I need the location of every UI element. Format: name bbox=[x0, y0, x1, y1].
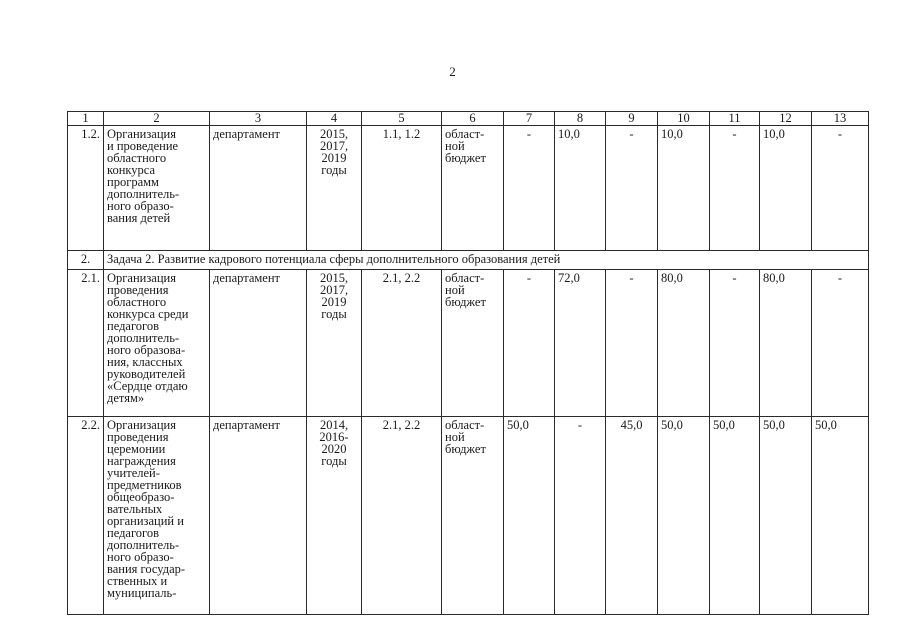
column-header: 2 bbox=[104, 112, 210, 126]
activity-name: Организация и проведение областного конкурса программ дополнитель- ного образо- вания детей bbox=[104, 126, 210, 251]
value-cell: - bbox=[504, 126, 555, 251]
value-cell: 10,0 bbox=[658, 126, 710, 251]
program-activities-table bbox=[67, 111, 869, 615]
section-number: 2. bbox=[68, 251, 104, 270]
column-header: 11 bbox=[710, 112, 760, 126]
value-cell: - bbox=[710, 126, 760, 251]
value-cell: 72,0 bbox=[555, 270, 606, 417]
column-header: 8 bbox=[555, 112, 606, 126]
column-header: 7 bbox=[504, 112, 555, 126]
value-cell: - bbox=[812, 126, 869, 251]
row-number: 2.1. bbox=[68, 270, 104, 417]
value-cell: - bbox=[812, 270, 869, 417]
value-cell: 80,0 bbox=[658, 270, 710, 417]
years: 2014, 2016- 2020 годы bbox=[307, 417, 362, 615]
value-cell: 80,0 bbox=[760, 270, 812, 417]
value-cell: - bbox=[555, 417, 606, 615]
value-cell: 45,0 bbox=[606, 417, 658, 615]
value-cell: 50,0 bbox=[504, 417, 555, 615]
column-header: 3 bbox=[210, 112, 307, 126]
executor: департамент bbox=[210, 126, 307, 251]
column-header: 12 bbox=[760, 112, 812, 126]
column-header: 13 bbox=[812, 112, 869, 126]
column-header: 10 bbox=[658, 112, 710, 126]
activity-name: Организация проведения церемонии награждения учителей- предметников общеобразо- вательных организаций и педагогов дополнитель- ного образо- вания государ- ственных и муниципаль- bbox=[104, 417, 210, 615]
funding-source: област- ной бюджет bbox=[442, 270, 504, 417]
executor: департамент bbox=[210, 270, 307, 417]
value-cell: 10,0 bbox=[760, 126, 812, 251]
indicators: 2.1, 2.2 bbox=[362, 270, 442, 417]
activity-name: Организация проведения областного конкурса среди педагогов дополнитель- ного образова- ния, классных руководителей «Сердце отдаю детям» bbox=[104, 270, 210, 417]
column-header: 1 bbox=[68, 112, 104, 126]
table-row bbox=[68, 270, 869, 417]
value-cell: 10,0 bbox=[555, 126, 606, 251]
column-header: 5 bbox=[362, 112, 442, 126]
value-cell: - bbox=[606, 126, 658, 251]
section-row bbox=[68, 251, 869, 270]
funding-source: област- ной бюджет bbox=[442, 126, 504, 251]
value-cell: - bbox=[606, 270, 658, 417]
column-number-header-row bbox=[68, 112, 869, 126]
table-row bbox=[68, 417, 869, 615]
funding-source: област- ной бюджет bbox=[442, 417, 504, 615]
page-number: 2 bbox=[449, 64, 456, 79]
value-cell: 50,0 bbox=[760, 417, 812, 615]
years: 2015, 2017, 2019 годы bbox=[307, 126, 362, 251]
row-number: 2.2. bbox=[68, 417, 104, 615]
column-header: 9 bbox=[606, 112, 658, 126]
column-header: 6 bbox=[442, 112, 504, 126]
value-cell: 50,0 bbox=[710, 417, 760, 615]
table-row bbox=[68, 126, 869, 251]
value-cell: - bbox=[504, 270, 555, 417]
section-title: Задача 2. Развитие кадрового потенциала сферы дополнительного образования детей bbox=[104, 251, 869, 270]
indicators: 2.1, 2.2 bbox=[362, 417, 442, 615]
column-header: 4 bbox=[307, 112, 362, 126]
executor: департамент bbox=[210, 417, 307, 615]
years: 2015, 2017, 2019 годы bbox=[307, 270, 362, 417]
value-cell: - bbox=[710, 270, 760, 417]
indicators: 1.1, 1.2 bbox=[362, 126, 442, 251]
value-cell: 50,0 bbox=[812, 417, 869, 615]
row-number: 1.2. bbox=[68, 126, 104, 251]
value-cell: 50,0 bbox=[658, 417, 710, 615]
